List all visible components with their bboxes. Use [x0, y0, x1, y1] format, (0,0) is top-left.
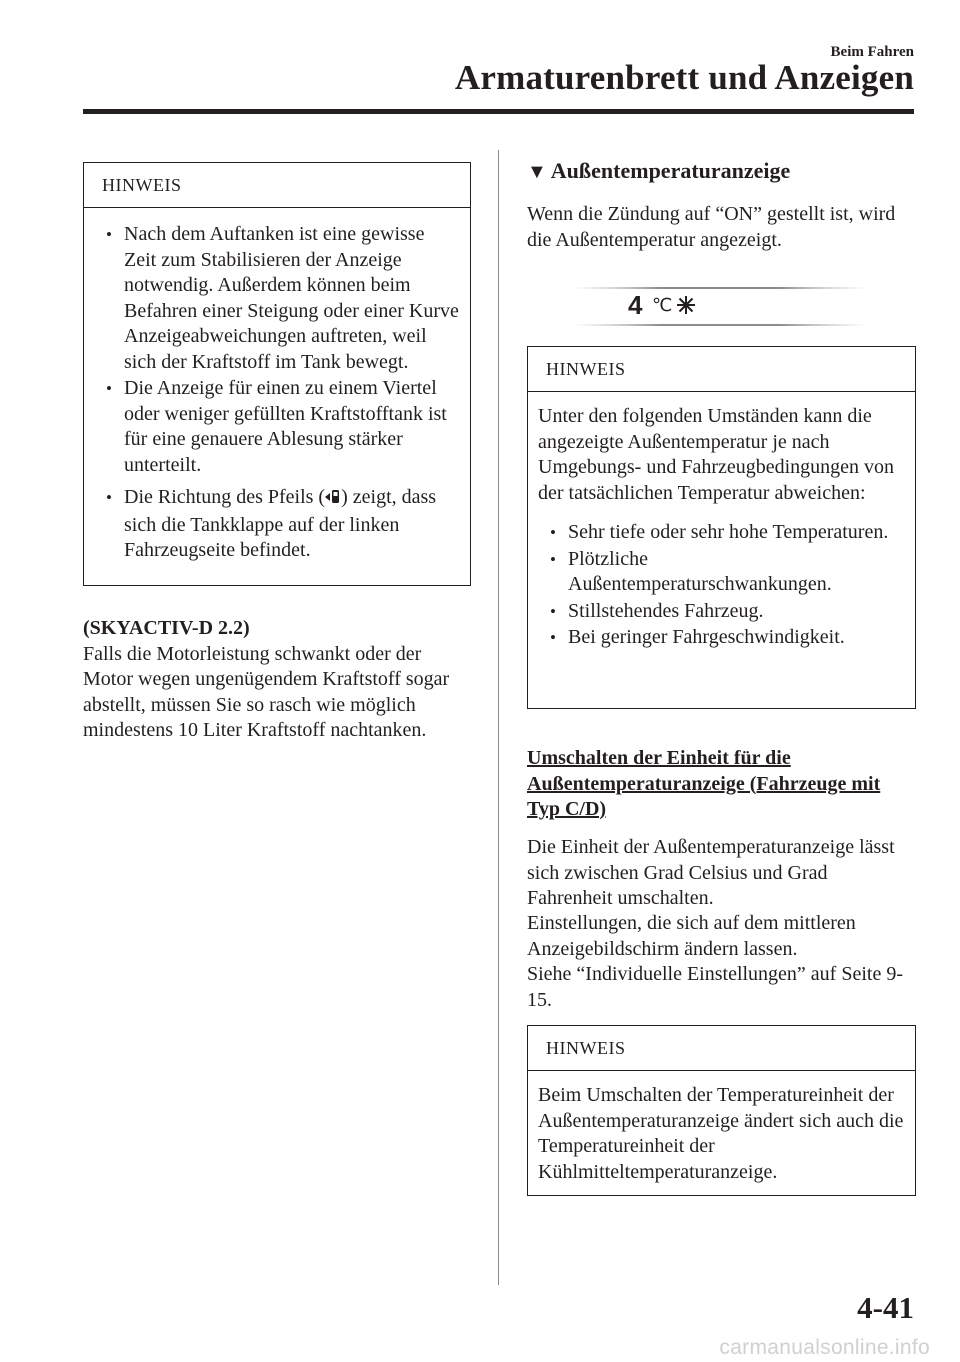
header-rule — [83, 109, 914, 114]
snowflake-icon — [676, 295, 696, 320]
temperature-unit: ℃ — [652, 295, 673, 316]
list-item-text-end: ) zeigt, dass sich die Tankklappe auf der linken Fahrzeugseite befindet. — [124, 486, 437, 561]
temperature-display — [572, 284, 868, 330]
display-top-line — [572, 287, 868, 289]
list-item: • Nach dem Auftanken ist eine gewisse Zeit zum Stabilisieren der Anzeige notwendig. Außerdem können beim Befahren einer Steigung oder einer Kurve Anzeigeabweichungen auftreten, weil sich der Kraftstoff im Tank bewegt. — [106, 223, 459, 373]
note-text: Unter den folgenden Umständen kann die angezeigte Außentemperatur je nach Umgebungs- und Fahrzeugbedingungen von der tatsächlichen Temperatur abweichen: — [538, 405, 895, 504]
list-item: • Die Richtung des Pfeils ( ) zeigt, dass sich die Tankklappe auf der linken Fahrzeugseite befindet. — [106, 486, 437, 561]
intro-paragraph: Wenn die Zündung auf “ON” gestellt ist, wird die Außentemperatur angezeigt. — [527, 203, 896, 251]
section-triangle-icon: ▼ — [527, 161, 547, 183]
list-item-text: Die Anzeige für einen zu einem Viertel oder weniger gefüllten Kraftstofftank ist für eine genauere Ablesung stärker unterteilt. — [124, 377, 447, 476]
watermark: carmanualsonline.info — [719, 1336, 930, 1359]
list-item-text: Stillstehendes Fahrzeug. — [568, 599, 764, 622]
header-section: Beim Fahren — [830, 44, 914, 60]
engine-subheading: (SKYACTIV-D 2.2) — [83, 617, 250, 639]
unit-switch-heading-text: Umschalten der Einheit für die Außentemperaturanzeige (Fahrzeuge mit Typ C/D) — [527, 747, 881, 820]
engine-paragraph: Falls die Motorleistung schwankt oder der Motor wegen ungenügendem Kraftstoff sogar abstellt, müssen Sie so rasch wie möglich mindestens 10 Liter Kraftstoff nachtanken. — [83, 642, 450, 741]
unit-switch-heading — [527, 746, 917, 823]
note-heading: HINWEIS — [84, 163, 470, 208]
list-item-text-start: Die Richtung des Pfeils ( — [124, 486, 326, 508]
display-bottom-line — [572, 324, 868, 326]
column-divider — [498, 150, 499, 1285]
left-text-block — [83, 616, 473, 744]
list-item-text: Plötzliche Außentemperaturschwankungen. — [568, 547, 832, 595]
note-list — [538, 520, 905, 651]
section-title-text: Außentemperaturanzeige — [550, 158, 791, 183]
note-list — [94, 222, 460, 564]
note-heading: HINWEIS — [528, 347, 915, 392]
section-title — [527, 158, 790, 184]
list-item: • Plötzliche Außentemperaturschwankungen. — [550, 547, 832, 595]
page-title: Armaturenbrett und Anzeigen — [454, 58, 914, 97]
page-number: 4-41 — [857, 1290, 914, 1325]
left-note-box — [83, 162, 471, 586]
list-item: • Bei geringer Fahrgeschwindigkeit. — [550, 626, 845, 648]
reference-paragraph: Siehe “Individuelle Einstellungen” auf Seite 9-15. — [527, 963, 903, 1011]
list-item: • Sehr tiefe oder sehr hohe Temperaturen. — [550, 521, 889, 543]
list-item: • Stillstehendes Fahrzeug. — [550, 599, 764, 622]
temperature-value: 4 — [628, 290, 643, 320]
fuel-pump-arrow-icon — [325, 487, 341, 513]
settings-paragraph: Einstellungen, die sich auf dem mittleren Anzeigebildschirm ändern lassen. — [527, 912, 856, 960]
note-heading: HINWEIS — [528, 1026, 915, 1071]
list-item-text: Nach dem Auftanken ist eine gewisse Zeit zum Stabilisieren der Anzeige notwendig. Außerdem können beim Befahren einer Steigung oder einer Kurve Anzeigeabweichungen auftreten, weil sich der Kraftstoff im Tank bewegt. — [124, 223, 459, 373]
unit-paragraph: Die Einheit der Außentemperaturanzeige lässt sich zwischen Grad Celsius und Grad Fahrenheit umschalten. — [527, 836, 895, 909]
list-item-text: Bei geringer Fahrgeschwindigkeit. — [568, 626, 845, 648]
list-item: • Die Anzeige für einen zu einem Viertel oder weniger gefüllten Kraftstofftank ist für eine genauere Ablesung stärker unterteilt. — [106, 377, 447, 476]
right-note-box-1 — [527, 346, 916, 709]
right-note-box-2 — [527, 1025, 916, 1196]
list-item-text: Sehr tiefe oder sehr hohe Temperaturen. — [568, 521, 889, 543]
note-text: Beim Umschalten der Temperatureinheit der Außentemperaturanzeige ändert sich auch die Temperatureinheit der Kühlmitteltemperaturanzeige. — [538, 1084, 904, 1183]
